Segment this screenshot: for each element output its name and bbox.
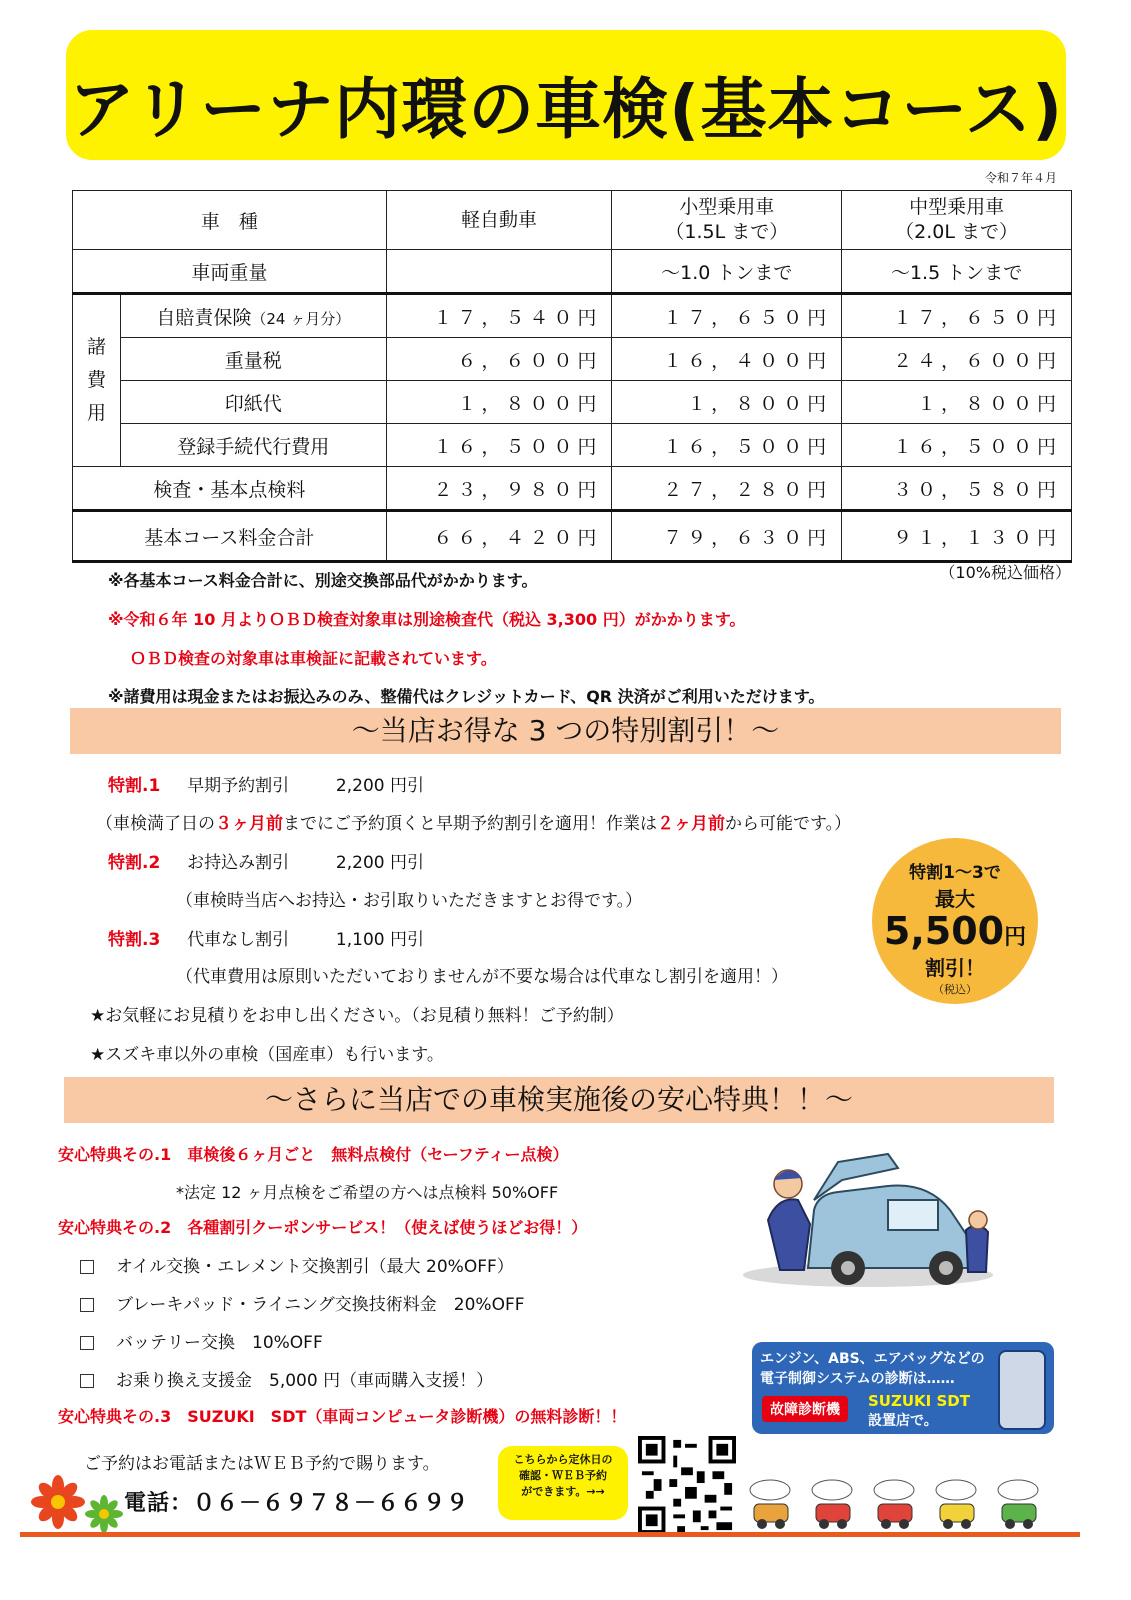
coupon-text: お乗り換え支援金 5,000 円（車両購入支援！） — [116, 1371, 494, 1391]
fees-group-char: 諸 — [86, 335, 106, 358]
title-banner — [66, 30, 1066, 160]
benefit-1: 安心特典その.1 車検後６ヶ月ごと 無料点検付（セーフティー点検） — [58, 1145, 569, 1164]
header-small — [612, 191, 842, 250]
badge-line: 特割1～3で — [909, 863, 1001, 883]
footer-divider — [20, 1532, 1080, 1537]
header-small-name: 小型乗用車 — [679, 196, 775, 219]
row-label-text: 自賠責保険 — [156, 306, 252, 329]
checkbox-icon — [80, 1260, 94, 1274]
cell-kei: ６，６００円 — [386, 338, 612, 381]
car-icon — [750, 1480, 790, 1529]
desc-highlight: ２ヶ月前 — [657, 814, 725, 834]
cars-decoration — [740, 1476, 1080, 1534]
benefit-1-sub: *法定 12 ヶ月点検をご希望の方へは点検料 50%OFF — [176, 1183, 559, 1202]
cell-mid: １６，５００円 — [842, 424, 1072, 467]
discount-desc-3: （代車費用は原則いただいておりませんが不要な場合は代車なし割引を適用！） — [176, 967, 788, 987]
header-mid-name: 中型乗用車 — [909, 196, 1005, 219]
discount-heading: ～当店お得な 3 つの特別割引！～ — [70, 708, 1061, 754]
badge-amount-value: 5,500 — [883, 909, 1005, 953]
row-label-sub: （24 ヶ月分） — [251, 309, 351, 328]
discount-tag: 特割.1 — [108, 776, 161, 796]
discount-desc-2: （車検時当店へお持込・お引取りいただきますとお得です。） — [176, 891, 643, 911]
cell-small: １６，５００円 — [612, 424, 842, 467]
total-label: 基本コース料金合計 — [73, 511, 387, 562]
estimate-note: ★お気軽にお見積りをお申し出ください。（お見積り無料！ご予約制） — [90, 1006, 624, 1026]
desc-text: （車検満了日の — [96, 814, 215, 834]
checkbox-icon — [80, 1374, 94, 1388]
desc-text: までにご予約頂くと早期予約割引を適用！作業は — [283, 814, 657, 834]
qr-callout-line: 確認・ＷＥＢ予約 — [519, 1468, 607, 1482]
mechanic-car-illustration — [738, 1150, 1000, 1290]
discount-tag: 特割.2 — [108, 853, 161, 873]
sdt-line: 電子制御システムの診断は…… — [760, 1371, 955, 1387]
page-title: アリーナ内環の車検(基本コース) — [68, 71, 1064, 148]
discount-item-1 — [108, 771, 424, 796]
cell-mid: ２４，６００円 — [842, 338, 1072, 381]
fees-group-char: 費 — [86, 368, 106, 391]
header-mid — [842, 191, 1072, 250]
cell-kei: １６，５００円 — [386, 424, 612, 467]
coupon-item — [80, 1328, 323, 1353]
cell-kei: ２３，９８０円 — [386, 467, 612, 511]
flower-decoration-icon — [28, 1470, 138, 1536]
discount-name: 早期予約割引 — [187, 776, 290, 796]
benefit-3: 安心特典その.3 SUZUKI SDT（車両コンピュータ診断機）の無料診断！！ — [58, 1407, 627, 1426]
checkbox-icon — [80, 1298, 94, 1312]
cell-mid: １７，６５０円 — [842, 294, 1072, 338]
cell-small: １，８００円 — [612, 381, 842, 424]
benefits-heading: ～さらに当店での車検実施後の安心特典！！～ — [64, 1077, 1054, 1123]
coupon-text: オイル交換・エレメント交換割引（最大 20%OFF） — [116, 1257, 514, 1277]
inspection-label: 検査・基本点検料 — [73, 467, 387, 511]
note-payment: ※諸費用は現金またはお振込みのみ、整備代はクレジットカード、QR 決済がご利用いただけます。 — [108, 687, 825, 706]
total-mid: ９１，１３０円 — [842, 511, 1072, 562]
total-small: ７９，６３０円 — [612, 511, 842, 562]
weight-small: ～1.0 トンまで — [612, 250, 842, 294]
coupon-text: ブレーキパッド・ライニング交換技術料金 20%OFF — [116, 1295, 525, 1315]
reserve-note: ご予約はお電話またはＷＥＢ予約で賜ります。 — [84, 1454, 440, 1474]
header-mid-spec: （2.0L まで） — [895, 221, 1019, 243]
sdt-brand-sub: 設置店で。 — [868, 1413, 938, 1429]
qr-callout — [498, 1446, 628, 1520]
note-parts: ※各基本コース料金合計に、別途交換部品代がかかります。 — [108, 571, 538, 590]
coupon-item — [80, 1290, 525, 1315]
phone-number: 電話：０６－６９７８－６６９９ — [124, 1491, 470, 1516]
qr-code-icon[interactable] — [638, 1436, 736, 1534]
header-vehicle-type: 車 種 — [73, 191, 387, 250]
cell-mid: ３０，５８０円 — [842, 467, 1072, 511]
header-small-spec: （1.5L まで） — [665, 221, 789, 243]
weight-label: 車両重量 — [73, 250, 387, 294]
car-icon — [998, 1480, 1038, 1529]
sdt-banner — [752, 1342, 1054, 1434]
coupon-item — [80, 1366, 493, 1391]
discount-tag: 特割.3 — [108, 930, 161, 950]
discount-item-3 — [108, 925, 424, 950]
weight-kei — [386, 250, 612, 294]
cell-kei: １，８００円 — [386, 381, 612, 424]
sdt-diagnosis-label: 故障診断機 — [762, 1396, 848, 1422]
badge-amount — [872, 909, 1038, 953]
car-icon — [874, 1480, 914, 1529]
cell-small: ２７，２８０円 — [612, 467, 842, 511]
coupon-item — [80, 1252, 514, 1277]
discount-item-2 — [108, 848, 424, 873]
badge-line: 割引！ — [925, 955, 985, 980]
weight-mid: ～1.5 トンまで — [842, 250, 1072, 294]
price-table — [72, 190, 1072, 563]
checkbox-icon — [80, 1336, 94, 1350]
discount-amount: 1,100 円引 — [335, 930, 424, 950]
row-label: 登録手続代行費用 — [120, 424, 386, 467]
benefit-2: 安心特典その.2 各種割引クーポンサービス！（使えば使うほどお得！） — [58, 1218, 588, 1237]
note-obd-target: ＯＢＤ検査の対象車は車検証に記載されています。 — [130, 649, 497, 668]
cell-mid: １，８００円 — [842, 381, 1072, 424]
cell-kei: １７，５４０円 — [386, 294, 612, 338]
badge-line: 最大 — [935, 887, 975, 911]
header-kei: 軽自動車 — [386, 191, 612, 250]
coupon-text: バッテリー交換 10%OFF — [116, 1333, 323, 1353]
note-obd: ※令和６年 10 月よりＯＢＤ検査対象車は別途検査代（税込 3,300 円）がかかります。 — [108, 610, 746, 629]
non-suzuki-note: ★スズキ車以外の車検（国産車）も行います。 — [90, 1045, 444, 1065]
sdt-brand: SUZUKI SDT — [868, 1392, 970, 1410]
discount-amount: 2,200 円引 — [335, 776, 424, 796]
discount-name: 代車なし割引 — [187, 930, 290, 950]
row-label — [120, 294, 386, 338]
cell-small: １７，６５０円 — [612, 294, 842, 338]
diagnostic-device-icon — [998, 1350, 1046, 1430]
desc-text: から可能です。） — [725, 814, 852, 834]
qr-callout-line: ができます。→→ — [521, 1484, 605, 1498]
car-icon — [936, 1480, 976, 1529]
row-label: 印紙代 — [120, 381, 386, 424]
max-discount-badge — [872, 838, 1038, 1004]
discount-amount: 2,200 円引 — [335, 853, 424, 873]
badge-line: （税込） — [933, 982, 977, 996]
car-icon — [812, 1480, 852, 1529]
issue-date: 令和７年４月 — [984, 171, 1057, 185]
tax-note: （10%税込価格） — [939, 563, 1071, 582]
discount-name: お持込み割引 — [187, 853, 290, 873]
fees-group-char: 用 — [86, 402, 106, 425]
cell-small: １６，４００円 — [612, 338, 842, 381]
discount-desc-1 — [96, 809, 851, 834]
row-label: 重量税 — [120, 338, 386, 381]
total-kei: ６６，４２０円 — [386, 511, 612, 562]
qr-callout-line: こちらから定休日の — [513, 1453, 613, 1466]
fees-group-label — [73, 294, 121, 467]
sdt-line: エンジン、ABS、エアバッグなどの — [760, 1351, 985, 1367]
badge-amount-unit: 円 — [1004, 925, 1027, 950]
desc-highlight: ３ヶ月前 — [215, 814, 283, 834]
